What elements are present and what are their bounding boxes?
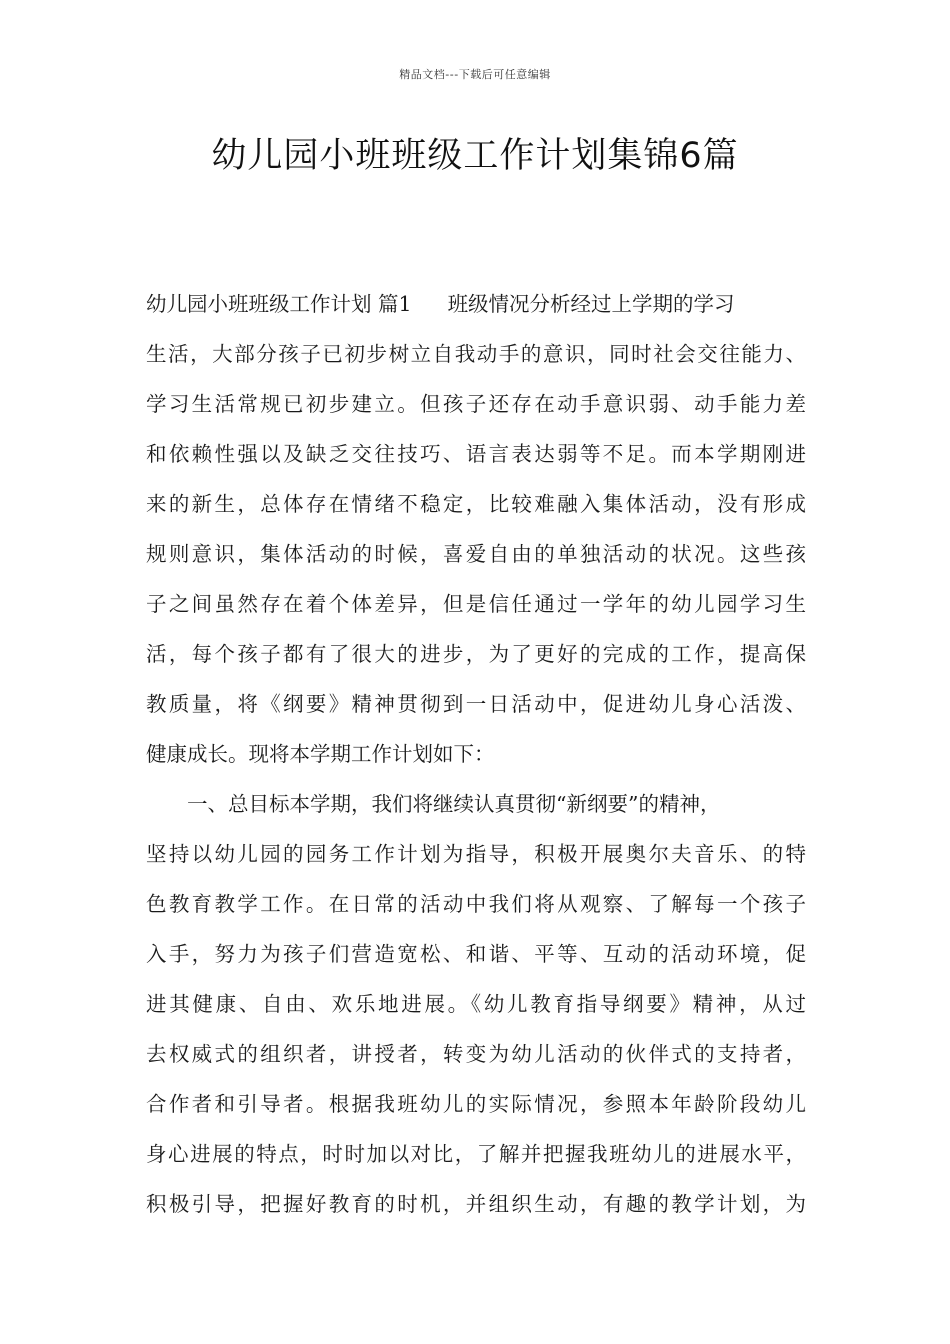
paragraph-text: 班级情况分析经过上学期的学习 xyxy=(447,292,735,316)
paragraph-line: 活，每个孩子都有了很大的进步，为了更好的完成的工作，提高保 xyxy=(146,642,806,666)
paragraph-line: 来的新生，总体存在情绪不稳定，比较难融入集体活动，没有形成 xyxy=(146,492,806,516)
paragraph-line: 入手，努力为孩子们营造宽松、和谐、平等、互动的活动环境，促 xyxy=(146,942,806,966)
header-note: 精品文档---下载后可任意编辑 xyxy=(399,68,551,81)
document-body xyxy=(146,279,806,1229)
paragraph-line: 健康成长。现将本学期工作计划如下： xyxy=(146,742,495,766)
paragraph-line: 积极引导，把握好教育的时机，并组织生动，有趣的教学计划，为 xyxy=(146,1192,806,1216)
paragraph-line: 色教育教学工作。在日常的活动中我们将从观察、了解每一个孩子 xyxy=(146,892,806,916)
document-title: 幼儿园小班班级工作计划集锦6篇 xyxy=(211,136,739,176)
paragraph-line: 教质量，将《纲要》精神贯彻到一日活动中，促进幼儿身心活泼、 xyxy=(146,692,806,716)
paragraph-line: 子之间虽然存在着个体差异，但是信任通过一学年的幼儿园学习生 xyxy=(146,592,806,616)
paragraph-line: 去权威式的组织者，讲授者，转变为幼儿活动的伙伴式的支持者， xyxy=(146,1042,806,1066)
paragraph-line: 进其健康、自由、欢乐地进展。《幼儿教育指导纲要》精神，从过 xyxy=(146,992,806,1016)
section-1-first-line xyxy=(146,279,806,329)
paragraph-line: 合作者和引导者。根据我班幼儿的实际情况，参照本年龄阶段幼儿 xyxy=(146,1092,806,1116)
paragraph-line: 规则意识，集体活动的时候，喜爱自由的单独活动的状况。这些孩 xyxy=(146,542,806,566)
paragraph-line: 学习生活常规已初步建立。但孩子还存在动手意识弱、动手能力差 xyxy=(146,392,806,416)
paragraph-line: 生活，大部分孩子已初步树立自我动手的意识，同时社会交往能力、 xyxy=(146,342,806,366)
paragraph-line: 和依赖性强以及缺乏交往技巧、语言表达弱等不足。而本学期刚进 xyxy=(146,442,806,466)
paragraph-line-indented: 一、总目标本学期，我们将继续认真贯彻“新纲要”的精神， xyxy=(187,792,721,816)
section-heading: 幼儿园小班班级工作计划 篇1 xyxy=(146,292,412,316)
paragraph-line: 坚持以幼儿园的园务工作计划为指导，积极开展奥尔夫音乐、的特 xyxy=(146,842,806,866)
paragraph-line: 身心进展的特点，时时加以对比，了解并把握我班幼儿的进展水平， xyxy=(146,1142,806,1166)
